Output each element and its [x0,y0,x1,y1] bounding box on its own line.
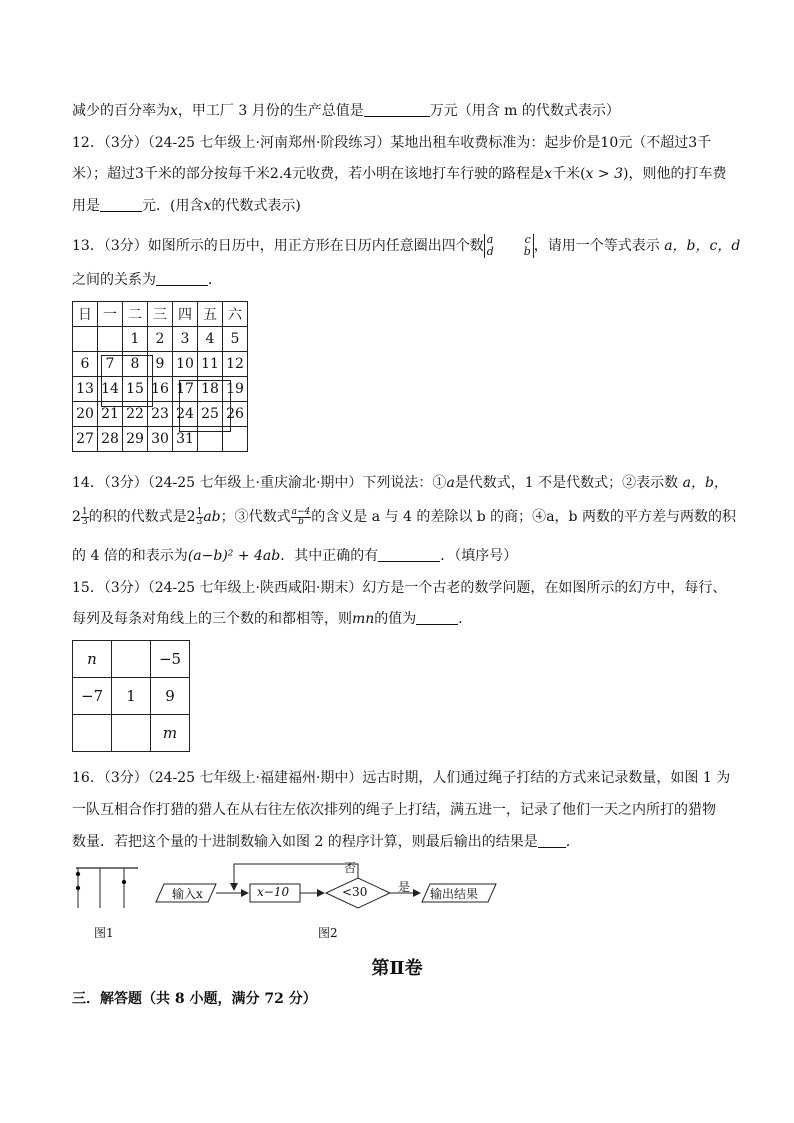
calendar-cell: 10 [173,352,198,377]
q14-line2: 2 $\frac{1}{3}$ 的积的代数式是2 $\frac{1}{3}$ ab；③代数式 $\frac{a-4}{b}$ 的含义是 a 与 4 的差除以 b 的商；④a，b 两数的平方差与两数的积 [72,506,736,527]
calendar-cell: 9 [148,352,173,377]
magic-cell: m [151,715,190,752]
magic-cell: −5 [151,641,190,678]
calendar-cell: 16 [148,377,173,402]
calendar-cell: 17 [173,377,198,402]
knot [76,886,80,890]
calendar-selection-box [101,355,153,407]
q16-line2: 一队互相合作打猎的猎人在从右往左依次排列的绳子上打结，满五进一，记录了他们一天之内所打的猎物 [72,802,716,818]
q16-line1: 16．（3分）（24-25 七年级上·福建福州·期中）远古时期，人们通过绳子打结的方式来记录数量，如图 1 为 [72,770,731,786]
fig1-caption: 图1 [94,926,114,940]
q13-line1: 13．（3分）如图所示的日历中，用正方形在日历内任意圈出四个数 a c d b ，请用一个等式表示 a，b，c，d [72,233,741,258]
knotted-rope-figure [72,862,142,922]
magic-cell: 1 [112,678,151,715]
q12-line3: 用是 元．(用含x的代数式表示) [72,198,301,214]
magic-row [73,678,190,715]
calendar-cell: 26 [223,402,248,427]
answer-blank[interactable] [538,833,566,848]
four-number-matrix: a c d b [484,234,534,258]
part2-title: 第Ⅱ卷 [371,958,423,979]
calendar-header [73,302,248,327]
calendar-cell: 14 [98,377,123,402]
calendar-cell: 25 [198,402,223,427]
calendar-cell: 12 [223,352,248,377]
magic-cell: 9 [151,678,190,715]
q13-line2: 之间的关系为 ． [72,272,222,288]
section3-heading: 三．解答题（共 8 小题，满分 72 分） [72,991,317,1007]
calendar-cell: 31 [173,427,198,452]
calendar-cell: 29 [123,427,148,452]
q12-line1: 12．（3分）（24-25 七年级上·河南郑州·阶段练习）某地出租车收费标准为：起步价是10元（不超过3千 [72,135,712,151]
calendar-cell: 27 [73,427,98,452]
calendar-cell: 7 [98,352,123,377]
q11-tail: 减少的百分率为x，甲工厂 3 月份的生产总值是 万元（用含 m 的代数式表示） [72,103,620,119]
calendar-header-cell: 五 [198,302,223,327]
answer-blank[interactable] [416,610,458,625]
calendar-cell: 28 [98,427,123,452]
calendar-cell: 6 [73,352,98,377]
q12-line2: 米）；超过3千米的部分按每千米2.4元收费，若小明在该地打车行驶的路程是x千米(x > 3)，则他的打车费 [72,166,727,182]
magic-cell [112,641,151,678]
magic-cell: n [73,641,112,678]
calendar-header-cell: 二 [123,302,148,327]
calendar-header-cell: 三 [148,302,173,327]
flow-loop-arrow [234,864,358,890]
calendar-row [73,327,248,352]
fig2-caption: 图2 [318,926,338,940]
q15-line2: 每列及每条对角线上的三个数的和都相等，则mn的值为 ． [72,611,473,627]
answer-blank[interactable] [378,547,440,562]
magic-row [73,641,190,678]
calendar-header-cell: 一 [98,302,123,327]
calendar-cell: 3 [173,327,198,352]
knot [76,872,80,876]
flow-condition: <30 [342,885,368,899]
calendar-cell [73,327,98,352]
calendar-cell: 22 [123,402,148,427]
calendar-row [73,352,248,377]
magic-cell [112,715,151,752]
flow-yes-label: 是 [398,880,411,894]
q15-line1: 15．（3分）（24-25 七年级上·陕西咸阳·期末）幻方是一个古老的数学问题，在如图所示的幻方中，每行、 [72,580,727,596]
flow-no-label: 否 [344,861,357,875]
answer-blank[interactable] [364,102,430,117]
magic-row [73,715,190,752]
calendar-cell: 21 [98,402,123,427]
calendar-header-cell: 四 [173,302,198,327]
calendar-cell: 8 [123,352,148,377]
calendar-cell: 20 [73,402,98,427]
q16-line3: 数量．若把这个量的十进制数输入如图 2 的程序计算，则最后输出的结果是 ． [72,834,580,850]
flow-output: 输出结果 [430,887,479,901]
calendar-cell: 15 [123,377,148,402]
answer-blank[interactable] [100,197,142,212]
flow-step: x−10 [257,885,290,899]
q14-line3: 的 4 倍的和表示为(a−b)² + 4ab．其中正确的有 ．（填序号） [72,548,518,564]
calendar-selection-box [179,380,231,432]
calendar-cell: 24 [173,402,198,427]
calendar-header-cell: 日 [73,302,98,327]
flow-input: 输入x [172,887,203,901]
calendar-cell: 2 [148,327,173,352]
calendar-cell: 13 [73,377,98,402]
calendar-cell: 4 [198,327,223,352]
calendar-cell: 11 [198,352,223,377]
calendar-cell: 1 [123,327,148,352]
magic-square [72,640,190,752]
calendar-cell: 23 [148,402,173,427]
calendar-cell: 18 [198,377,223,402]
magic-cell [73,715,112,752]
answer-blank[interactable] [156,271,208,286]
knot [122,880,126,884]
calendar-cell: 30 [148,427,173,452]
magic-cell: −7 [73,678,112,715]
calendar-cell: 19 [223,377,248,402]
q14-line1: 14．（3分）（24-25 七年级上·重庆渝北·期中）下列说法：①a是代数式，1 不是代数式；②表示数 a，b， [72,475,728,491]
calendar-cell [98,327,123,352]
calendar-header-cell: 六 [223,302,248,327]
calendar-cell: 5 [223,327,248,352]
